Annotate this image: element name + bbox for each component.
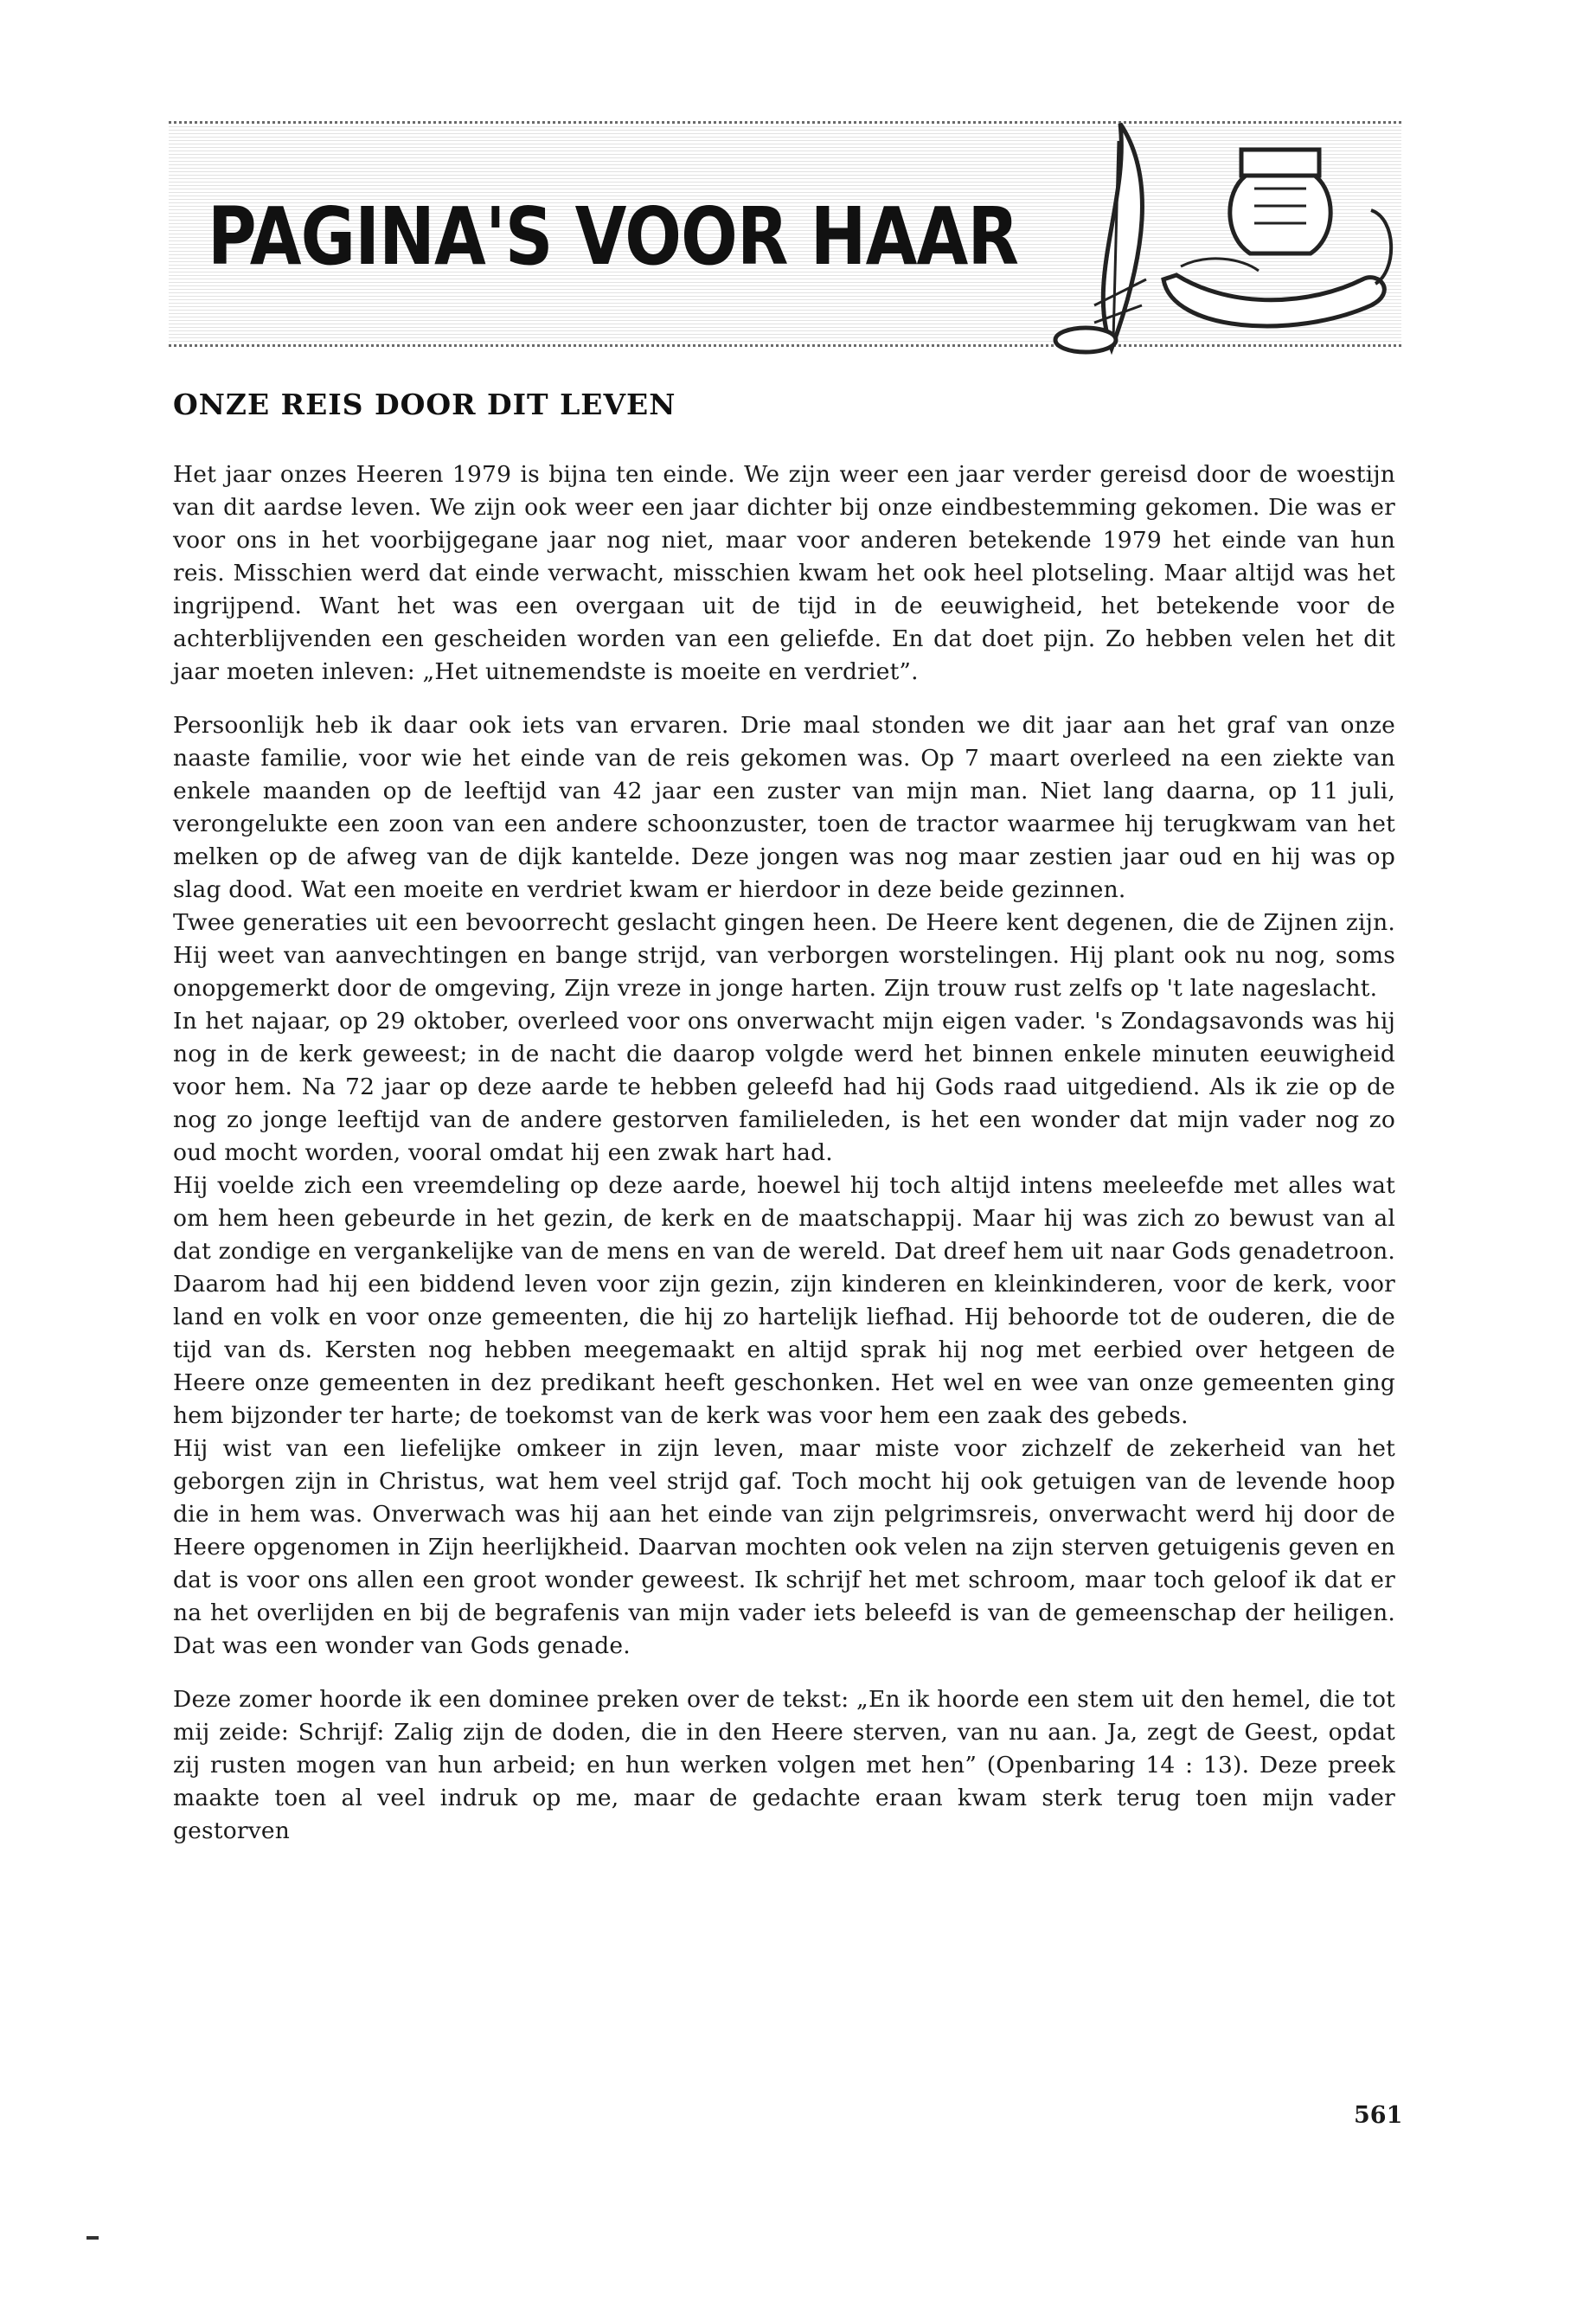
paragraph: Twee generaties uit een bevoorrecht geslacht gingen heen. De Heere kent degenen, die de Zijnen zijn. Hij weet van aanvechtingen en bange strijd, van verborgen worstelingen. Hij plant ook nu nog, soms onopgemerkt door de omgeving, Zijn vreze in jonge harten. Zijn trouw rust zelfs op 't late nageslacht. [173,909,1395,1002]
paragraph: Deze zomer hoorde ik een dominee preken over de tekst: „En ik hoorde een stem uit den hemel, die tot mij zeide: Schrijf: Zalig zijn de doden, die in den Heere sterven, van nu aan. Ja, zegt de Geest, opdat zij rusten mogen van hun arbeid; en hun werken volgen met hen” (Openbaring 14 : 13). Deze preek maakte toen al veel indruk op me, maar de gedachte eraan kwam sterk terug toen mijn vader gestorven [173,1686,1395,1844]
paragraph: In het najaar, op 29 oktober, overleed voor ons onverwacht mijn eigen vader. 's Zondagsavonds was hij nog in de kerk geweest; in de nacht die daarop volgde werd het binnen enkele minuten eeuwigheid voor hem. Na 72 jaar op deze aarde te hebben geleefd had hij Gods raad uitgediend. Als ik zie op de nog zo jonge leeftijd van de andere gestorven familieleden, is het een wonder dat mijn vader nog zo oud mocht worden, vooral omdat hij een zwak hart had. [173,1008,1395,1166]
paragraph: Het jaar onzes Heeren 1979 is bijna ten einde. We zijn weer een jaar verder gereisd door de woestijn van dit aardse leven. We zijn ook weer een jaar dichter bij onze eindbestemming gekomen. Die was er voor ons in het voorbijgegane jaar nog niet, maar voor anderen betekende 1979 het einde van hun reis. Misschien werd dat einde verwacht, misschien kwam het ook heel plotseling. Maar altijd was het ingrijpend. Want het was een overgaan uit de tijd in de eeuwigheid, het betekende voor de achterblijvenden een gescheiden worden van een geliefde. En dat doet pijn. Zo hebben velen het dit jaar moeten inleven: „Het uitnemendste is moeite en verdriet”. [173,461,1395,685]
paragraph: Hij wist van een liefelijke omkeer in zijn leven, maar miste voor zichzelf de zekerheid van het geborgen zijn in Christus, wat hem veel strijd gaf. Toch mocht hij ook getuigen van de levende hoop die in hem was. Onverwach was hij aan het einde van zijn pelgrimsreis, onverwacht werd hij door de Heere opgenomen in Zijn heerlijkheid. Daarvan mochten ook velen na zijn sterven getuigenis geven en dat is voor ons allen een groot wonder geweest. Ik schrijf het met schroom, maar toch geloof ik dat er na het overlijden en bij de begrafenis van mijn vader iets beleefd is van de gemeenschap der heiligen. Dat was een wonder van Gods genade. [173,1435,1395,1659]
paragraph: Persoonlijk heb ik daar ook iets van ervaren. Drie maal stonden we dit jaar aan het graf van onze naaste familie, voor wie het einde van de reis gekomen was. Op 7 maart overleed na een ziekte van enkele maanden op de leeftijd van 42 jaar een zuster van mijn man. Niet lang daarna, op 11 juli, verongelukte een zoon van een andere schoonzuster, toen de tractor waarmee hij terugkwam van het melken op de afweg van de dijk kantelde. Deze jongen was nog maar zestien jaar oud en hij was op slag dood. Wat een moeite en verdriet kwam er hierdoor in deze beide gezinnen. [173,712,1395,903]
header-banner [169,121,1401,347]
banner-title: PAGINA'S VOOR HAAR [208,190,1019,283]
paragraph: Hij voelde zich een vreemdeling op deze aarde, hoewel hij toch altijd intens meeleefde met alles wat om hem heen gebeurde in het gezin, de kerk en de maatschappij. Maar hij was zich zo bewust van al dat zondige en vergankelijke van de mens en van de wereld. Dat dreef hem uit naar Gods genadetroon. Daarom had hij een biddend leven voor zijn gezin, zijn kinderen en kleinkinderen, voor de kerk, voor land en volk en voor onze gemeenten, die hij zo hartelijk liefhad. Hij behoorde tot de ouderen, die de tijd van ds. Kersten nog hebben meegemaakt en altijd sprak hij nog met eerbied over hetgeen de Heere onze gemeenten in dez predikant heeft geschonken. Het wel en wee van onze gemeenten ging hem bijzonder ter harte; de toekomst van de kerk was voor hem een zaak des gebeds. [173,1172,1395,1429]
page-number: 561 [1354,2102,1403,2129]
scan-edge-mark [87,2236,99,2240]
article-body [173,458,1395,1848]
article-title: ONZE REIS DOOR DIT LEVEN [173,388,676,421]
